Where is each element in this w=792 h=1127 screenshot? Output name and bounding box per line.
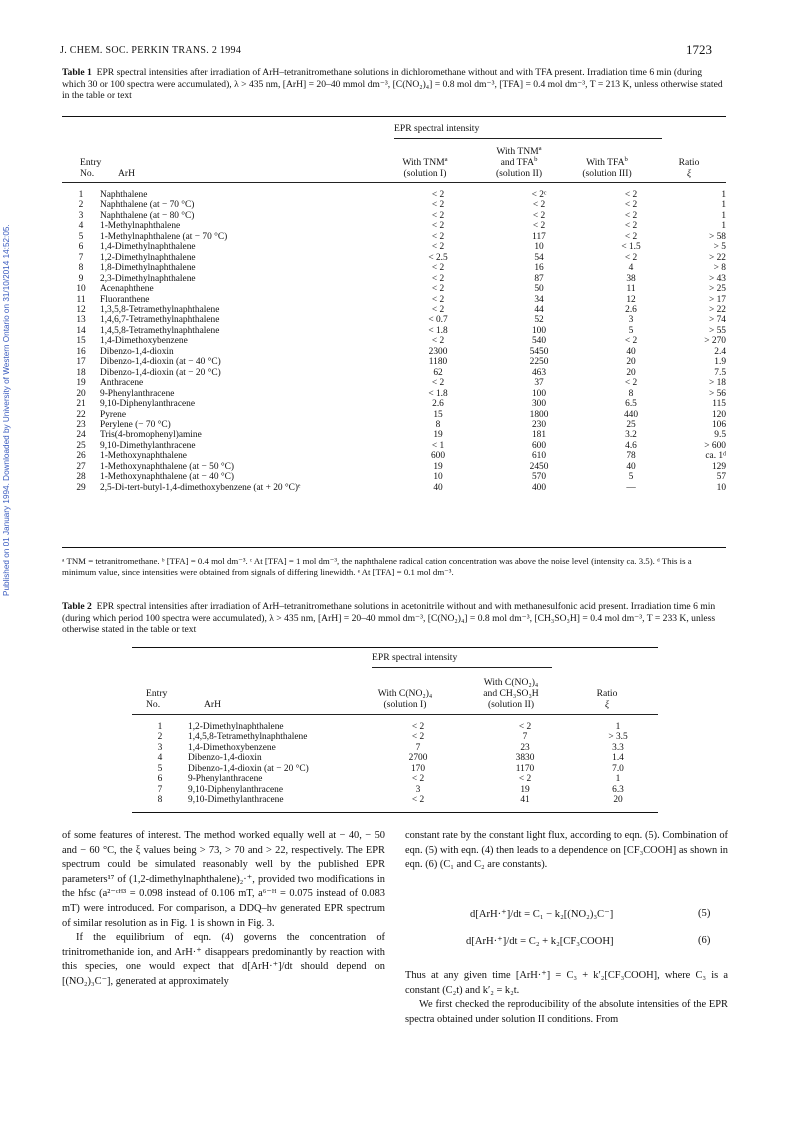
table1-cell: 1-Methoxynaphthalene (at − 50 °C) [100,461,235,472]
table1-cell: 2.6 [432,399,444,410]
equation-5: d[ArH·⁺]/dt = C₁ − k₂[(NO₂)₃C⁻] [470,909,614,920]
table1-row [62,399,726,409]
table2-bottom-rule [132,812,658,813]
table2-cell: > 3.5 [608,732,628,743]
table1-cell: 19 [76,378,86,389]
table1-cell: 1 [721,210,726,221]
table1-cell: 44 [534,304,544,315]
table2-head-solution2: With C(NO₂)₄ and CH₃SO₃H (solution II) [483,677,539,710]
table1-cell: 13 [76,315,86,326]
table1-cell: 2.6 [625,304,637,315]
table1-cell: < 2 [624,252,638,263]
equation-5-number: (5) [698,908,711,919]
table1-cell: 19 [433,461,443,472]
table1-cell: 1 [721,200,726,211]
table1-cell: 16 [76,346,86,357]
table1-cell: 16 [534,263,544,274]
table2-cell: 7 [522,732,528,743]
table1-cell: 1.9 [714,357,726,368]
right-column-lower [405,969,728,1027]
table2-row [132,732,658,742]
table1-cell: 1 [721,190,726,200]
table1-cell: 22 [76,409,86,420]
table2-cell: 5 [157,763,163,774]
table1-cell: Perylene (− 70 °C) [100,419,171,430]
table1-cell: 10 [716,482,726,493]
table1-cell: 117 [532,231,546,242]
table2-cell: 3830 [515,753,535,764]
table2-label: Table 2 [62,601,92,612]
table1-cell: 29 [76,482,86,493]
table2-cell: < 2 [411,722,425,732]
table1-row [62,483,726,493]
table1-cell: 3.2 [625,430,637,441]
table1-cell: 610 [531,451,547,462]
table1-cell: Dibenzo-1,4-dioxin (at − 40 °C) [100,357,221,368]
table2-group-header: EPR spectral intensity [372,652,458,663]
table1-cell: 300 [531,399,547,410]
table1-cell: 600 [531,440,547,451]
table1-cell: > 43 [708,273,726,284]
table2-cell: 7.0 [612,763,624,774]
table1-head-solution3: With TFA$^b$ (solution III) [582,155,632,179]
table1-cell: 1800 [529,409,549,420]
table1-cell: Naphthalene (at − 70 °C) [100,200,195,211]
table1-cell: 9-Phenylanthracene [100,388,175,399]
table2-cell: 7 [157,784,163,795]
table1-cell: 1,4-Dimethoxybenzene [100,336,188,347]
table1-group-rule [394,138,662,139]
journal-running-head: J. CHEM. SOC. PERKIN TRANS. 2 1994 [60,45,242,56]
table1-cell: Fluoranthene [100,294,150,305]
equation-6-number: (6) [698,935,711,946]
table1-cell: 3 [628,315,634,326]
table1-cell: 11 [76,294,86,305]
table1-cell: < 2 [431,190,445,200]
table1-row [62,420,726,430]
table1-row [62,221,726,231]
table1-cell: < 2 [532,221,546,232]
table1-cell: 1,2-Dimethylnaphthalene [100,252,196,263]
table1-body [62,190,726,493]
table2-caption-text: EPR spectral intensities after irradiation of ArH–tetranitromethane solutions in acetonitrile without and with methanesulfonic acid present. Irradiation time 6 min (during which period 100 spectra were accumulated), λ > 435 nm, [ArH] = 20–40 mmol dm⁻³, [C(NO₂)₄] = 0.8 mol dm⁻³, [CH₃SO₃H] = 0.4 mol dm⁻³, T = 233 K, unless otherwise stated in the table or text [62,601,716,636]
table1-label: Table 1 [62,67,92,78]
table1-cell: 52 [534,315,544,326]
table1-cell: 1,4,6,7-Tetramethylnaphthalene [100,315,220,326]
table1-cell: 40 [433,482,443,493]
table1-cell: < 2 [431,273,445,284]
table2-cell: < 2 [411,795,425,806]
table2-head-rule [132,714,658,715]
table1-cell: < 1 [431,440,445,451]
table2-cell: 23 [520,742,530,753]
table1-caption [62,67,726,102]
left-paragraph-1: of some features of interest. The method worked equally well at − 40, − 50 and − 60 °C, the ξ values being > 73, > 70 and > 22, respectively. The EPR spectrum could be simulated reasonably well by the published EPR parameters¹⁷ of (1,2-dimethylnaphthalene)₂·⁺, provided two modifications in the hfsc (a²⁻ᶜᴴ³ = 0.098 instead of 0.106 mT, a⁶⁻ᴴ = 0.075 instead of 0.083 mT) were introduced. For comparison, a DDQ–hν generated EPR spectrum of similar resolution as in Fig. 1 is shown in Fig. 3. [62,830,385,929]
table1-cell: 54 [534,252,544,263]
table1-cell: 37 [534,378,544,389]
table1-cell: 3 [78,210,84,221]
table1-row [62,190,726,200]
page-number: 1723 [686,42,712,57]
table2-cell: 7 [415,742,421,753]
table1-cell: Tris(4-bromophenyl)amine [100,430,202,441]
table2-cell: Dibenzo-1,4-dioxin (at − 20 °C) [188,763,309,774]
table1-cell: 2,5-Di-tert-butyl-1,4-dimethoxybenzene (at + 20 °C)ᵉ [100,482,301,493]
table2-row [132,795,658,805]
table1-cell: < 2 [624,336,638,347]
table1-head-entry: Entry No. [80,157,102,179]
table2-cell: < 2 [411,732,425,743]
table1-cell: 4.6 [625,440,637,451]
table1-cell: > 55 [708,325,726,336]
table1-cell: 28 [76,472,86,483]
table1-cell: 463 [531,367,547,378]
table1-head-solution2: With TNM$^a$ and TFA$^b$ (solution II) [495,144,543,179]
table1-cell: Naphthalene [100,190,148,200]
table1-cell: 400 [531,482,547,493]
table1-row [62,242,726,252]
table1-cell: 50 [534,284,544,295]
table2-head-arh: ArH [204,699,222,710]
table1-cell: 10 [433,472,443,483]
table1-cell: > 18 [708,378,726,389]
table2-cell: 41 [520,795,530,806]
table1-cell: 9 [78,273,84,284]
table1-cell: 5 [78,231,84,242]
table1-cell: Naphthalene (at − 80 °C) [100,210,195,221]
table1-cell: 5450 [529,346,549,357]
table2-cell: 1,2-Dimethylnaphthalene [188,722,284,732]
table2-cell: 4 [157,753,163,764]
table1-cell: 9.5 [714,430,726,441]
table1-cell: 1,4,5,8-Tetramethylnaphthalene [100,325,220,336]
table1-cell: > 17 [708,294,726,305]
table1-head-ratio: Ratio ξ [678,157,700,179]
table1-cell: 25 [626,419,636,430]
table1-cell: 120 [711,409,726,420]
table2-cell: 9,10-Dimethylanthracene [188,795,284,806]
table1-cell: < 2 [624,231,638,242]
table1-cell: < 2 [431,210,445,221]
table1-cell: < 2 [431,221,445,232]
table2-cell: < 2 [411,774,425,785]
table2-head-ratio: Ratio ξ [596,688,618,710]
table1-cell: 106 [711,419,726,430]
table2-row [132,764,658,774]
table1-cell: 1,8-Dimethylnaphthalene [100,263,196,274]
table1-cell: < 2 [624,200,638,211]
table2-body [132,722,658,806]
table1-cell: 14 [76,325,86,336]
table1-cell: 78 [626,451,636,462]
table1-row [62,295,726,305]
table2-head-solution1: With C(NO₂)₄ (solution I) [377,688,433,710]
table1-cell: 1,4-Dimethylnaphthalene [100,242,196,253]
table1-cell: 23 [76,419,86,430]
table1-cell: 9,10-Diphenylanthracene [100,399,196,410]
table1-cell: 4 [78,221,84,232]
table2-cell: 20 [613,795,623,806]
table1-cell: 7.5 [714,367,726,378]
table2-row [132,785,658,795]
table1-row [62,368,726,378]
table1-cell: 2,3-Dimethylnaphthalene [100,273,196,284]
table1-row [62,441,726,451]
table2-cell: 3 [415,784,421,795]
table1-row [62,357,726,367]
table1-row [62,200,726,210]
table1-cell: > 25 [708,284,726,295]
table1-cell: > 22 [708,304,726,315]
table1-cell: 1-Methoxynaphthalene [100,451,187,462]
table2-cell: 9-Phenylanthracene [188,774,263,785]
right-paragraph-1: constant rate by the constant light flux, according to eqn. (5). Combination of eqn. (5) with eqn. (4) then leads to a dependence on [CF₃COOH] as shown in eqn. (6) (C₁ and C₂ are constants). [405,830,728,871]
table2-cell: 1 [615,722,621,732]
table1-cell: 129 [711,461,726,472]
table1-cell: 11 [626,284,636,295]
table1-cell: 7 [78,252,84,263]
table1-row [62,211,726,221]
table2-cell: 170 [410,763,426,774]
table2-cell: 6 [157,774,163,785]
table2-group-rule [372,667,552,668]
table1-cell: 21 [76,399,86,410]
table2-cell: 19 [520,784,530,795]
table1-cell: 5 [628,472,634,483]
table1-cell: 2.4 [714,346,726,357]
table2-cell: 3.3 [612,742,624,753]
left-paragraph-2: If the equilibrium of eqn. (4) governs the concentration of trinitromethanide ion, and ArH·⁺ disappears predominantly by reaction with this species, one would expect that d[ArH·⁺]/dt should depend on [(NO₂)₃C⁻], generated at approximately [62,932,385,987]
table1-cell: 2300 [428,346,448,357]
table1-row [62,253,726,263]
table1-cell: > 22 [708,252,726,263]
table2-top-rule [132,647,658,648]
table1-cell: Pyrene [100,409,127,420]
table1-head-rule [62,182,726,183]
table1-cell: 17 [76,357,86,368]
table1-row [62,274,726,284]
table2-cell: 3 [157,742,163,753]
table1-cell: 8 [435,419,441,430]
table1-row [62,451,726,461]
table1-cell: 2450 [529,461,549,472]
table1-cell: 12 [626,294,636,305]
table1-footnotes: ᵃ TNM = tetranitromethane. ᵇ [TFA] = 0.4 mol dm⁻³. ᶜ At [TFA] = 1 mol dm⁻³, the naphthalene radical cation concentration was above the noise level (intensity ca. 3.5). ᵈ This is a minimum value, since intensities were obtained from signals of differing linewidth. ᵉ At [TFA] = 0.1 mol dm⁻³. [62,556,692,577]
table1-cell: 62 [433,367,443,378]
right-paragraph-2: Thus at any given time [ArH·⁺] = C₃ + k′₂[CF₃COOH], where C₃ is a constant (C₂t) and k′₂ = k₂t. [405,970,728,996]
table1-cell: < 2 [624,221,638,232]
table1-cell: 1-Methoxynaphthalene (at − 40 °C) [100,472,235,483]
table1-row [62,347,726,357]
table1-cell: < 2 [532,210,546,221]
table1-cell: < 2 [431,304,445,315]
table1-cell: < 2 [431,294,445,305]
table1-cell: 87 [534,273,544,284]
table1-cell: 27 [76,461,86,472]
table1-cell: > 58 [708,231,726,242]
table1-top-rule [62,116,726,117]
table1-row [62,430,726,440]
table1-cell: 570 [531,472,547,483]
table1-cell: 181 [531,430,547,441]
table1-cell: 38 [626,273,636,284]
table1-row [62,305,726,315]
table1-cell: < 2 [431,284,445,295]
table1-cell: < 2 [624,210,638,221]
table1-cell: 6.5 [625,399,637,410]
table2-cell: 9,10-Diphenylanthracene [188,784,284,795]
table1-cell: < 2 [431,200,445,211]
table1-row [62,389,726,399]
table1-cell: 1180 [428,357,448,368]
table1-bottom-rule [62,547,726,548]
table1-cell: 40 [626,461,636,472]
table2-cell: 6.3 [612,784,624,795]
table1-cell: 1-Methylnaphthalene [100,221,181,232]
table1-cell: Anthracene [100,378,144,389]
table1-cell: > 5 [713,242,726,253]
table1-cell: 26 [76,451,86,462]
table1-cell: < 2 [532,200,546,211]
table1-cell: 34 [534,294,544,305]
table2-cell: 1 [615,774,621,785]
table1-cell: 10 [534,242,544,253]
table1-cell: 25 [76,440,86,451]
table1-cell: 20 [626,367,636,378]
table1-row [62,284,726,294]
table1-cell: < 2 [431,378,445,389]
table1-row [62,462,726,472]
table1-cell: 20 [626,357,636,368]
table2-row [132,743,658,753]
table1-cell: Dibenzo-1,4-dioxin [100,346,174,357]
table1-cell: 2250 [529,357,549,368]
right-paragraph-3: We first checked the reproducibility of the absolute intensities of the EPR spectra obtained under solution II conditions. From [405,999,728,1025]
table2-cell: 1 [157,722,163,732]
table1-cell: 19 [433,430,443,441]
table1-cell: 12 [76,304,86,315]
table1-cell: > 270 [704,336,726,347]
table1-row [62,326,726,336]
table1-cell: 18 [76,367,86,378]
table1-cell: Dibenzo-1,4-dioxin (at − 20 °C) [100,367,221,378]
table1-row [62,315,726,325]
table1-cell: 40 [626,346,636,357]
table2-head-entry: Entry No. [146,688,168,710]
table1-cell: < 2 [624,378,638,389]
table2-cell: 1,4-Dimethoxybenzene [188,742,276,753]
table1-cell: 5 [628,325,634,336]
table1-cell: 230 [531,419,547,430]
table1-cell: > 74 [708,315,726,326]
table1-row [62,410,726,420]
table1-cell: 24 [76,430,86,441]
table1-cell: 100 [531,325,547,336]
table1-head-arh: ArH [118,168,136,179]
table2-cell: 1170 [515,763,535,774]
table1-cell: < 2 [624,190,638,200]
left-column [62,829,385,990]
table1-cell: < 2 [431,263,445,274]
table1-cell: < 2.5 [428,252,448,263]
table1-cell: < 2 [431,231,445,242]
table2-cell: 8 [157,795,163,806]
table1-cell: ca. 1ᵈ [705,451,726,462]
table1-cell: < 1.8 [428,388,448,399]
table1-cell: 100 [531,388,547,399]
table1-cell: 1 [721,221,726,232]
table2-caption [62,601,726,636]
table1-row [62,336,726,346]
table2-cell: 1.4 [612,753,624,764]
table1-cell: > 56 [708,388,726,399]
table1-cell: < 2ᶜ [531,190,547,200]
table1-cell: 600 [430,451,446,462]
table1-cell: > 8 [713,263,726,274]
table2-cell: 2 [157,732,163,743]
table1-cell: Acenaphthene [100,284,154,295]
table1-cell: 9,10-Dimethylanthracene [100,440,196,451]
table1-row [62,232,726,242]
table1-group-header: EPR spectral intensity [394,123,480,134]
table2-cell: 2700 [408,753,428,764]
right-column [405,829,728,873]
table1-caption-text: EPR spectral intensities after irradiation of ArH–tetranitromethane solutions in dichloromethane without and with TFA present. Irradiation time 6 min (during which 30 or 100 spectra were accumulated), λ > 435 nm, [ArH] = 20–40 mmol dm⁻³, [C(NO₂)₄] = 0.8 mol dm⁻³, [TFA] = 0.4 mol dm⁻³, T = 213 K, unless otherwise stated in the table or text [62,67,723,102]
table2-cell: 1,4,5,8-Tetramethylnaphthalene [188,732,308,743]
table1-cell: < 1.8 [428,325,448,336]
table2-row [132,722,658,732]
publication-watermark: Published on 01 January 1994. Downloaded by University of Western Ontario on 31/10/2014 14:52:05. [2,224,11,596]
table1-cell: > 600 [704,440,726,451]
table2-cell: < 2 [518,774,532,785]
table1-cell: 20 [76,388,86,399]
equation-6: d[ArH·⁺]/dt = C₂ + k₂[CF₃COOH] [466,936,614,947]
table1-cell: 1-Methylnaphthalene (at − 70 °C) [100,231,228,242]
table2-row [132,774,658,784]
table1-cell: 15 [76,336,86,347]
table1-cell: < 0.7 [428,315,448,326]
table1-cell: 540 [531,336,547,347]
table1-cell: 1,3,5,8-Tetramethylnaphthalene [100,304,220,315]
table1-row [62,472,726,482]
table1-cell: 8 [628,388,634,399]
table1-cell: 57 [716,472,726,483]
table1-cell: 10 [76,284,86,295]
table2-row [132,753,658,763]
table1-cell: 15 [433,409,443,420]
table1-cell: 8 [78,263,84,274]
table1-cell: < 2 [431,336,445,347]
table1-cell: 4 [628,263,634,274]
table1-cell: 2 [78,200,84,211]
table2-cell: Dibenzo-1,4-dioxin [188,753,262,764]
table1-cell: 6 [78,242,84,253]
table2-cell: < 2 [518,722,532,732]
table1-cell: 115 [712,399,726,410]
table1-row [62,263,726,273]
table1-cell: < 1.5 [621,242,641,253]
table1-head-solution1: With TNM$^a$ (solution I) [402,155,448,179]
table1-cell: — [626,482,636,493]
table1-cell: 1 [78,190,84,200]
table1-row [62,378,726,388]
table1-cell: < 2 [431,242,445,253]
table1-cell: 440 [623,409,639,420]
